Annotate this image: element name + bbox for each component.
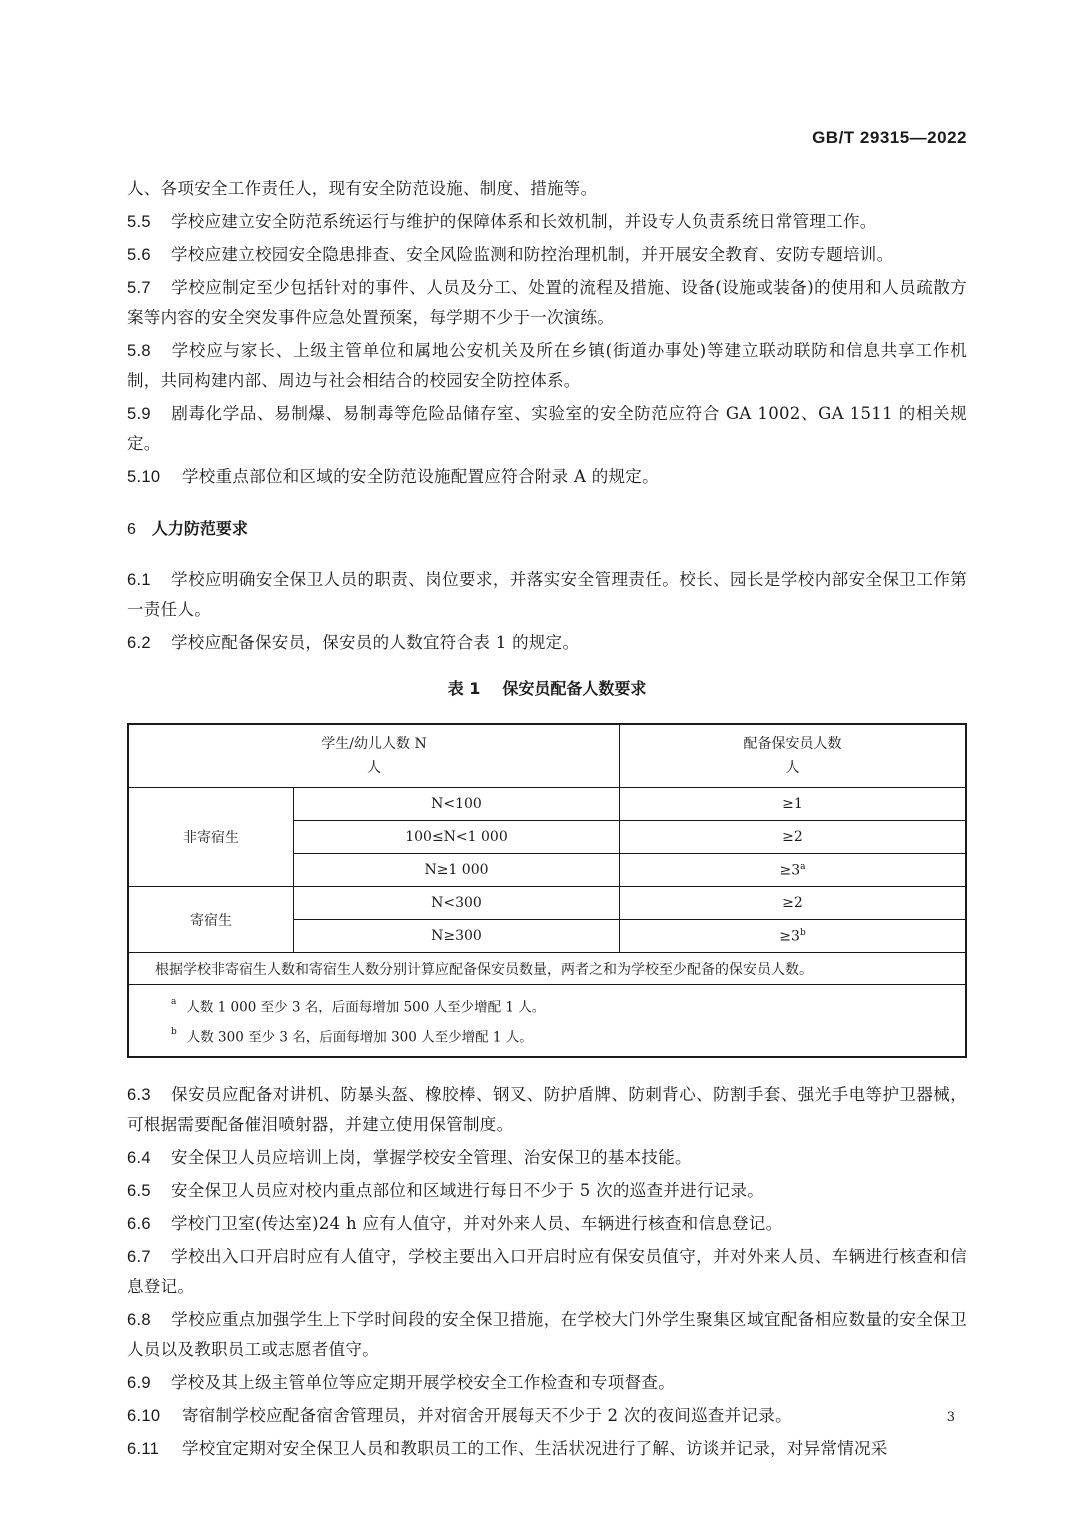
paragraph-text: 寄宿制学校应配备宿舍管理员，并对宿舍开展每天不少于 2 次的夜间巡查并记录。: [182, 1406, 792, 1425]
clause-number: 6.8: [127, 1311, 151, 1329]
paragraph-text: 安全保卫人员应对校内重点部位和区域进行每日不少于 5 次的巡查并进行记录。: [171, 1181, 765, 1200]
clause-number: 6.5: [127, 1182, 151, 1200]
page-body: [127, 174, 967, 1467]
paragraph-5-6: [127, 240, 967, 270]
clause-number: 5.6: [127, 246, 151, 264]
header-unit: 人: [785, 760, 800, 776]
header-label: 学生/幼儿人数 N: [321, 736, 427, 752]
paragraph-text: 学校应配备保安员，保安员的人数宜符合表 1 的规定。: [171, 633, 580, 652]
header-student-count: [128, 724, 620, 788]
clause-number: 6.4: [127, 1149, 151, 1167]
clause-number: 6.6: [127, 1215, 151, 1233]
page-number: 3: [946, 1410, 955, 1425]
clause-number: 6.1: [127, 571, 151, 589]
paragraph-6-11: [127, 1434, 967, 1464]
paragraph-text: 学校应建立安全防范系统运行与维护的保障体系和长效机制，并设专人负责系统日常管理工作。: [171, 212, 877, 231]
header-unit: 人: [367, 760, 381, 776]
paragraph-6-1: [127, 565, 967, 625]
footnote-ref: a: [800, 861, 806, 872]
table-header-row: [128, 724, 966, 788]
section-heading-6: [127, 516, 967, 539]
footnote-mark: b: [171, 1026, 177, 1037]
footnote-text: 人数 300 至少 3 名，后面每增加 300 人至少增配 1 人。: [186, 1029, 533, 1045]
clause-number: 6.10: [127, 1407, 161, 1425]
paragraph-6-4: [127, 1143, 967, 1173]
paragraph-text: 学校出入口开启时应有人值守，学校主要出入口开启时应有保安员值守，并对外来人员、车辆进行核查和信息登记。: [127, 1247, 967, 1296]
paragraph-text: 安全保卫人员应培训上岗，掌握学校安全管理、治安保卫的基本技能。: [171, 1148, 692, 1167]
paragraph-5-10: [127, 462, 967, 492]
group-label-boarding: 寄宿生: [128, 887, 294, 953]
paragraph-text: 剧毒化学品、易制爆、易制毒等危险品储存室、实验室的安全防范应符合 GA 1002、GA 1511 的相关规定。: [127, 404, 967, 453]
standard-code: GB/T 29315—2022: [812, 128, 967, 147]
count-cell: ≥1: [620, 788, 967, 821]
clause-number: 5.5: [127, 213, 151, 231]
count-cell: [620, 920, 967, 953]
paragraph-text: 学校应与家长、上级主管单位和属地公安机关及所在乡镇(街道办事处)等建立联动联防和信息共享工作机制，共同构建内部、周边与社会相结合的校园安全防控体系。: [127, 341, 967, 390]
paragraph-6-2: [127, 628, 967, 658]
clause-number: 6.9: [127, 1374, 151, 1392]
range-cell: N≥1 000: [294, 854, 620, 887]
paragraph-6-8: [127, 1305, 967, 1365]
paragraph-text: 学校及其上级主管单位等应定期开展学校安全工作检查和专项督查。: [171, 1373, 675, 1392]
paragraph-text: 学校门卫室(传达室)24 h 应有人值守，并对外来人员、车辆进行核查和信息登记。: [171, 1214, 783, 1233]
section-title: 人力防范要求: [151, 519, 248, 538]
paragraph-6-3: [127, 1080, 967, 1140]
header-guard-count: [620, 724, 967, 788]
clause-number: 5.8: [127, 342, 151, 360]
clause-number: 6.11: [127, 1440, 160, 1458]
paragraph-6-5: [127, 1176, 967, 1206]
paragraph-6-6: [127, 1209, 967, 1239]
section-number: 6: [127, 521, 136, 538]
footnote-ref: b: [799, 927, 806, 938]
paragraph-text: 学校重点部位和区域的安全防范设施配置应符合附录 A 的规定。: [182, 467, 659, 486]
table-summary-row: [128, 953, 966, 985]
paragraph-6-10: [127, 1401, 967, 1431]
paragraph-text: 人、各项安全工作责任人，现有安全防范设施、制度、措施等。: [127, 179, 598, 198]
paragraph-6-7: [127, 1242, 967, 1302]
count-value: ≥3: [779, 928, 800, 945]
count-cell: ≥2: [620, 821, 967, 854]
table-row: [128, 788, 966, 821]
paragraph-text: 保安员应配备对讲机、防暴头盔、橡胶棒、钢叉、防护盾牌、防刺背心、防割手套、强光手电等护卫器械，可根据需要配备催泪喷射器，并建立使用保管制度。: [127, 1085, 967, 1134]
clause-number: 6.2: [127, 634, 151, 652]
paragraph-6-9: [127, 1368, 967, 1398]
table-row: [128, 887, 966, 920]
clause-number: 5.7: [127, 279, 151, 297]
footnote-b: [171, 1021, 965, 1051]
table-footnotes: [128, 985, 966, 1058]
header-label: 配备保安员人数: [743, 736, 842, 752]
count-cell: [620, 854, 967, 887]
footnote-text: 人数 1 000 至少 3 名，后面每增加 500 人至少增配 1 人。: [186, 999, 546, 1016]
paragraph-5-9: [127, 399, 967, 459]
clause-number: 5.10: [127, 468, 161, 486]
group-label-nonboarding: 非寄宿生: [128, 788, 294, 887]
paragraph-text: 学校应建立校园安全隐患排查、安全风险监测和防控治理机制，并开展安全教育、安防专题培训。: [171, 245, 894, 264]
table-caption: [127, 676, 967, 699]
count-cell: ≥2: [620, 887, 967, 920]
paragraph-text: 学校应制定至少包括针对的事件、人员及分工、处置的流程及措施、设备(设施或装备)的使用和人员疏散方案等内容的安全突发事件应急处置预案，每学期不少于一次演练。: [127, 278, 967, 327]
count-value: ≥3: [779, 862, 801, 879]
clause-number: 6.7: [127, 1248, 151, 1266]
range-cell: N<300: [294, 887, 620, 920]
table-summary: 根据学校非寄宿生人数和寄宿生人数分别计算应配备保安员数量，两者之和为学校至少配备的保安员人数。: [128, 953, 966, 985]
clause-number: 5.9: [127, 405, 151, 423]
paragraph-5-8: [127, 336, 967, 396]
footnote-mark: a: [171, 997, 177, 1007]
paragraph-text: 学校应明确安全保卫人员的职责、岗位要求，并落实安全管理责任。校长、园长是学校内部安全保卫工作第一责任人。: [127, 570, 967, 619]
clause-number: 6.3: [127, 1086, 151, 1104]
footnote-a: [171, 991, 965, 1021]
range-cell: 100≤N<1 000: [294, 821, 620, 854]
paragraph-text: 学校宜定期对安全保卫人员和教职员工的工作、生活状况进行了解、访谈并记录，对异常情况采: [182, 1439, 888, 1458]
table-number: 表 1: [447, 679, 481, 698]
range-cell: N<100: [294, 788, 620, 821]
paragraph-5-5: [127, 207, 967, 237]
paragraph-continued: [127, 174, 967, 204]
table-footnote-row: [128, 985, 966, 1058]
paragraph-5-7: [127, 273, 967, 333]
range-cell: N≥300: [294, 920, 620, 953]
table-title: 保安员配备人数要求: [502, 679, 647, 698]
paragraph-text: 学校应重点加强学生上下学时间段的安全保卫措施，在学校大门外学生聚集区域宜配备相应数量的安全保卫人员以及教职员工或志愿者值守。: [127, 1310, 967, 1359]
staffing-table: [127, 723, 967, 1058]
